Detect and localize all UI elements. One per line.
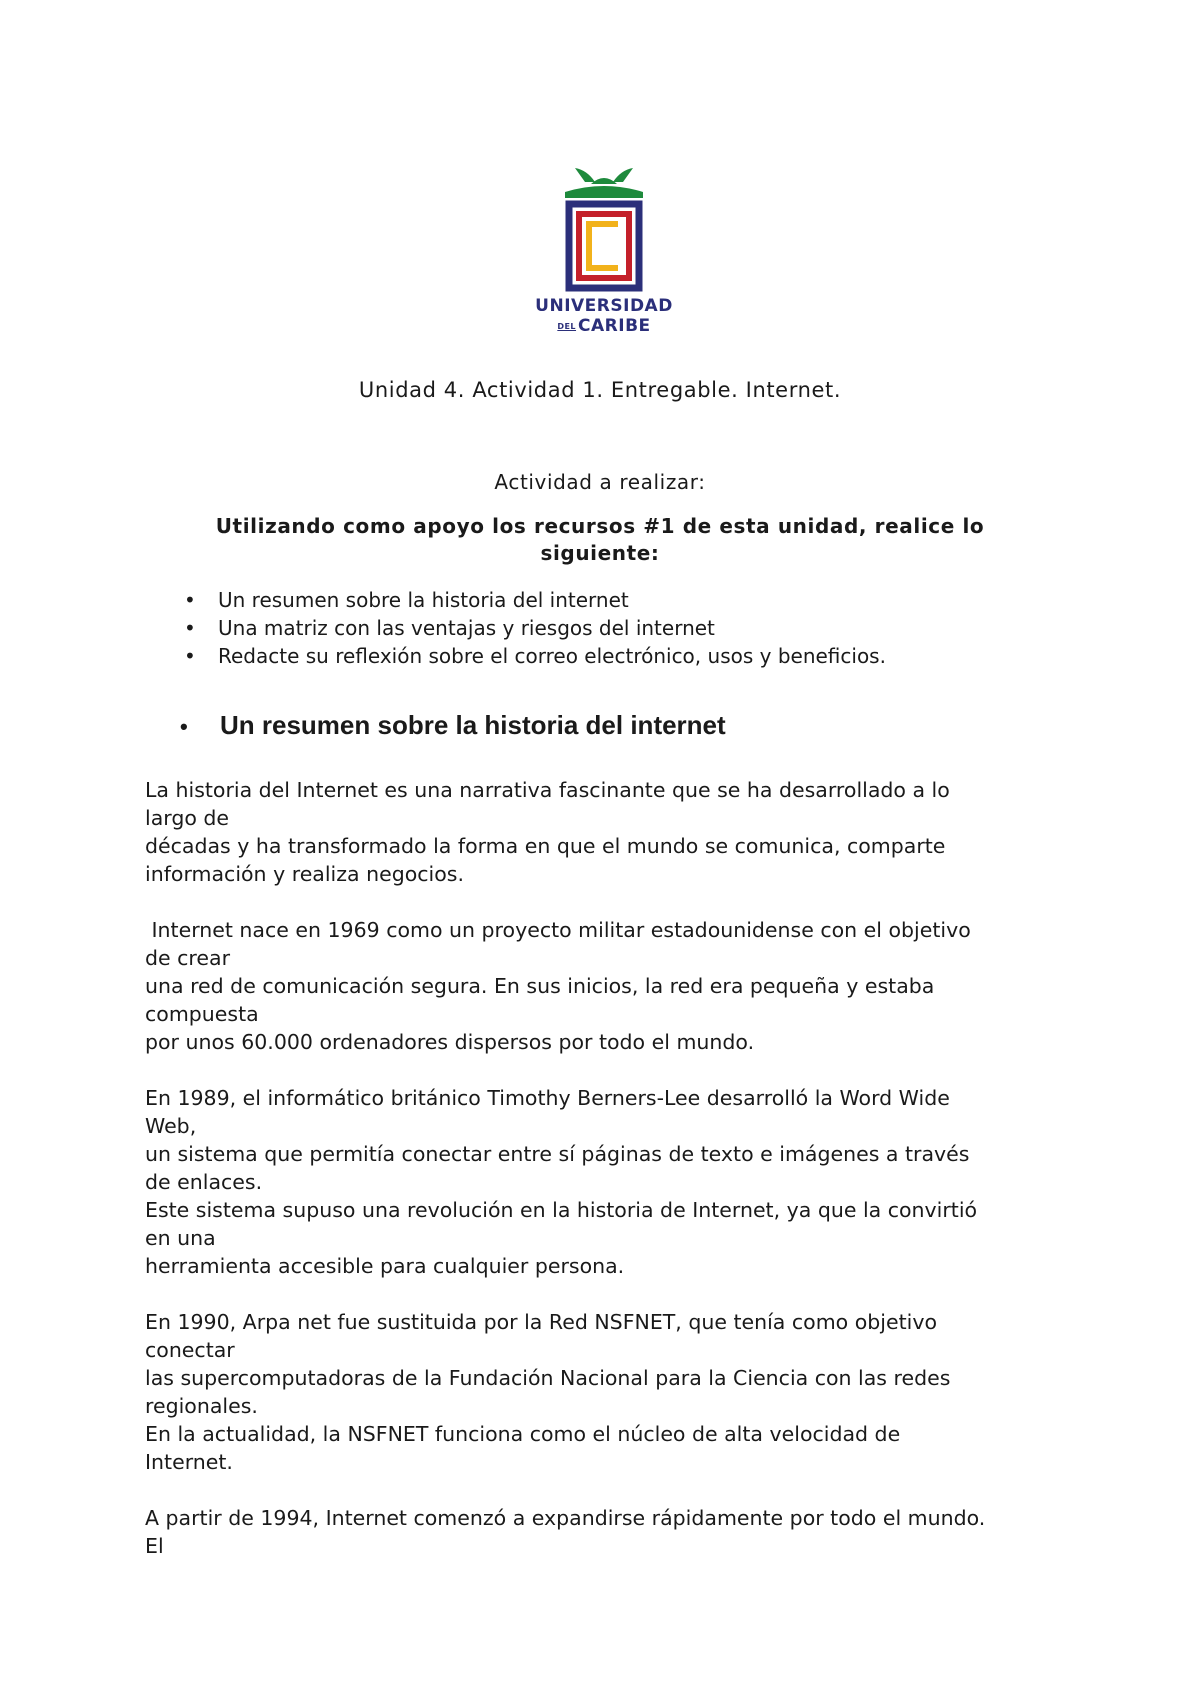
logo-line-del-caribe bbox=[535, 316, 673, 336]
text-line: por unos 60.000 ordenadores dispersos por todo el mundo. bbox=[145, 1030, 755, 1054]
text-line: regionales. bbox=[145, 1394, 258, 1418]
activity-label: Actividad a realizar: bbox=[494, 470, 706, 494]
bullet-icon: • bbox=[180, 714, 188, 739]
text-line: conectar bbox=[145, 1338, 235, 1362]
activity-instruction: Utilizando como apoyo los recursos #1 de esta unidad, realice lo siguiente: bbox=[215, 514, 985, 565]
text-line: en una bbox=[145, 1226, 216, 1250]
text-line: A partir de 1994, Internet comenzó a expandirse rápidamente por todo el mundo. bbox=[145, 1506, 986, 1530]
university-logo bbox=[535, 160, 673, 340]
text-line: La historia del Internet es una narrativa fascinante que se ha desarrollado a lo bbox=[145, 778, 950, 802]
text-line: largo de bbox=[145, 806, 230, 830]
bullet-icon: • bbox=[184, 616, 196, 640]
paragraph bbox=[145, 1084, 1065, 1280]
text-line: El bbox=[145, 1534, 164, 1558]
text-line: En 1989, el informático británico Timothy Berners-Lee desarrolló la Word Wide bbox=[145, 1086, 950, 1110]
university-crest-icon bbox=[535, 160, 673, 296]
bullet-icon: • bbox=[184, 588, 196, 612]
document-title: Unidad 4. Actividad 1. Entregable. Internet. bbox=[358, 378, 842, 402]
section-heading bbox=[180, 710, 726, 741]
text-line: compuesta bbox=[145, 1002, 259, 1026]
text-line: décadas y ha transformado la forma en que el mundo se comunica, comparte bbox=[145, 834, 946, 858]
list-item bbox=[184, 614, 886, 642]
task-text: Un resumen sobre la historia del internet bbox=[218, 588, 629, 612]
text-line: Web, bbox=[145, 1114, 197, 1138]
paragraph bbox=[145, 916, 1065, 1056]
section-heading-text: Un resumen sobre la historia del internet bbox=[220, 710, 726, 740]
list-item bbox=[184, 642, 886, 670]
task-list bbox=[184, 586, 886, 670]
text-line: En 1990, Arpa net fue sustituida por la Red NSFNET, que tenía como objetivo bbox=[145, 1310, 937, 1334]
text-line: Internet nace en 1969 como un proyecto militar estadounidense con el objetivo bbox=[145, 918, 971, 942]
logo-caribe-text: CARIBE bbox=[578, 316, 651, 336]
paragraph bbox=[145, 1308, 1065, 1476]
task-text: Una matriz con las ventajas y riesgos del internet bbox=[218, 616, 715, 640]
text-line: información y realiza negocios. bbox=[145, 862, 464, 886]
text-line: un sistema que permitía conectar entre sí páginas de texto e imágenes a través bbox=[145, 1142, 970, 1166]
text-line: Internet. bbox=[145, 1450, 233, 1474]
text-line: de enlaces. bbox=[145, 1170, 263, 1194]
text-line: las supercomputadoras de la Fundación Nacional para la Ciencia con las redes bbox=[145, 1366, 951, 1390]
bullet-icon: • bbox=[184, 644, 196, 668]
text-line: herramienta accesible para cualquier persona. bbox=[145, 1254, 625, 1278]
paragraph bbox=[145, 1504, 1065, 1560]
text-line: En la actualidad, la NSFNET funciona como el núcleo de alta velocidad de bbox=[145, 1422, 901, 1446]
task-text: Redacte su reflexión sobre el correo electrónico, usos y beneficios. bbox=[218, 644, 886, 668]
logo-line-universidad: UNIVERSIDAD bbox=[535, 296, 673, 316]
history-summary bbox=[145, 776, 1065, 1588]
logo-del-text: DEL bbox=[557, 321, 577, 331]
list-item bbox=[184, 586, 886, 614]
text-line: de crear bbox=[145, 946, 230, 970]
paragraph bbox=[145, 776, 1065, 888]
text-line: Este sistema supuso una revolución en la historia de Internet, ya que la convirtió bbox=[145, 1198, 978, 1222]
text-line: una red de comunicación segura. En sus inicios, la red era pequeña y estaba bbox=[145, 974, 935, 998]
